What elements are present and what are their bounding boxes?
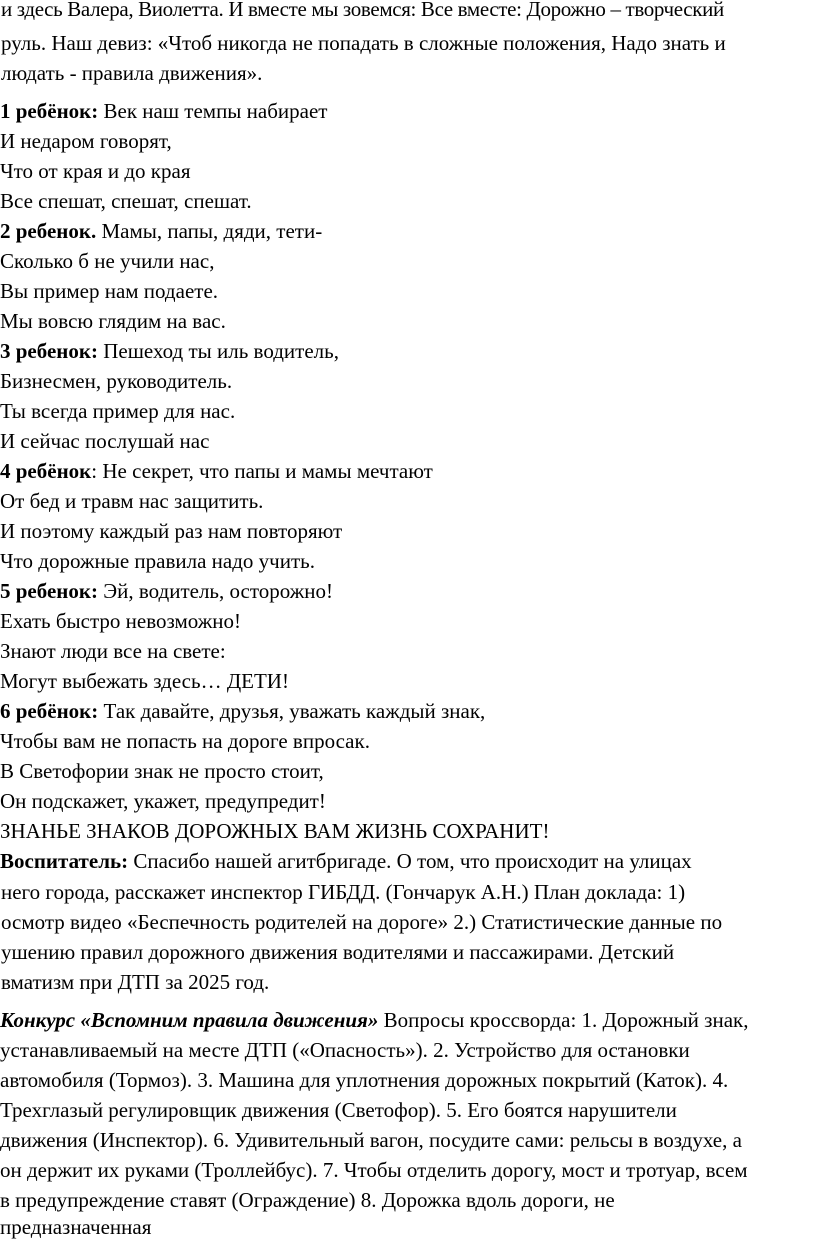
contest-title: Конкурс «Вспомним правила движения» <box>0 1008 379 1032</box>
poem-text: Так давайте, друзья, уважать каждый знак, <box>98 699 486 723</box>
poem-line: В Светофории знак не просто стоит, <box>0 759 324 783</box>
contest-line: предназначенная <box>0 1215 152 1239</box>
speaker-label: Воспитатель: <box>0 849 129 873</box>
poem-line: Вы пример нам подаете. <box>0 279 219 303</box>
poem-line: Что дорожные правила надо учить. <box>0 549 315 573</box>
contest-line: Трехглазый регулировщик движения (Светофор). 5. Его боятся нарушители <box>0 1098 677 1122</box>
poem-line: Что от края и до края <box>0 159 191 183</box>
poem-line: От бед и травм нас защитить. <box>0 489 264 513</box>
poem-line <box>0 216 322 246</box>
teacher-line: ушению правил дорожного движения водителями и пассажирами. Детский <box>1 940 675 964</box>
intro-line: и здесь Валера, Виолетта. И вместе мы зовемся: Все вместе: Дорожно – творческий <box>1 0 724 21</box>
poem-line: Мы вовсю глядим на вас. <box>0 309 226 333</box>
teacher-line <box>0 846 692 876</box>
poem-text: Пешеход ты иль водитель, <box>98 339 339 363</box>
contest-line: в предупреждение ставят (Ограждение) 8. Дорожка вдоль дороги, не <box>0 1188 615 1212</box>
poem-line: И сейчас послушай нас <box>0 429 210 453</box>
speaker-label: 1 ребёнок: <box>0 99 99 123</box>
contest-line: движения (Инспектор). 6. Удивительный вагон, посудите сами: рельсы в воздухе, а <box>0 1128 742 1152</box>
speaker-label: 6 ребёнок: <box>0 699 99 723</box>
poem-line: И недаром говорят, <box>0 129 172 153</box>
poem-line: Сколько б не учили нас, <box>0 249 215 273</box>
poem-line <box>0 456 433 486</box>
teacher-line: вматизм при ДТП за 2025 год. <box>1 970 270 994</box>
poem-line: И поэтому каждый раз нам повторяют <box>0 519 343 543</box>
poem-line: ЗНАНЬЕ ЗНАКОВ ДОРОЖНЫХ ВАМ ЖИЗНЬ СОХРАНИТ! <box>0 819 550 843</box>
teacher-text: Спасибо нашей агитбригаде. О том, что происходит на улицах <box>128 849 692 873</box>
intro-line: руль. Наш девиз: «Чтоб никогда не попадать в сложные положения, Надо знать и <box>1 31 726 55</box>
contest-line: автомобиля (Тормоз). 3. Машина для уплотнения дорожных покрытий (Каток). 4. <box>0 1068 729 1092</box>
intro-line: людать - правила движения». <box>1 61 263 85</box>
poem-text: Век наш темпы набирает <box>98 99 328 123</box>
poem-line: Бизнесмен, руководитель. <box>0 369 233 393</box>
poem-text: Эй, водитель, осторожно! <box>98 579 333 603</box>
speaker-label: 5 ребенок: <box>0 579 98 603</box>
teacher-line: осмотр видео «Беспечность родителей на дороге» 2.) Статистические данные по <box>1 910 723 934</box>
contest-line: устанавливаемый на месте ДТП («Опасность»). 2. Устройство для остановки <box>0 1038 690 1062</box>
speaker-label: 2 ребенок. <box>0 219 97 243</box>
poem-line: Знают люди все на свете: <box>0 639 226 663</box>
poem-line <box>0 576 333 606</box>
contest-line <box>0 1005 748 1035</box>
poem-line <box>0 696 485 726</box>
poem-text: Мамы, папы, дяди, тети- <box>96 219 323 243</box>
poem-line <box>0 336 339 366</box>
poem-line: Могут выбежать здесь… ДЕТИ! <box>0 669 289 693</box>
poem-line <box>0 96 327 126</box>
poem-line: Он подскажет, укажет, предупредит! <box>0 789 326 813</box>
poem-text: : Не секрет, что папы и мамы мечтают <box>91 459 433 483</box>
speaker-label: 3 ребенок: <box>0 339 98 363</box>
poem-line: Чтобы вам не попасть на дороге впросак. <box>0 729 370 753</box>
contest-text: Вопросы кроссворда: 1. Дорожный знак, <box>378 1008 749 1032</box>
poem-line: Все спешат, спешат, спешат. <box>0 189 252 213</box>
poem-line: Ехать быстро невозможно! <box>0 609 241 633</box>
poem-line: Ты всегда пример для нас. <box>0 399 236 423</box>
speaker-label: 4 ребёнок <box>0 459 92 483</box>
teacher-line: него города, расскажет инспектор ГИБДД. (Гончарук А.Н.) План доклада: 1) <box>1 880 686 904</box>
contest-line: он держит их руками (Троллейбус). 7. Чтобы отделить дорогу, мост и тротуар, всем <box>0 1158 748 1182</box>
